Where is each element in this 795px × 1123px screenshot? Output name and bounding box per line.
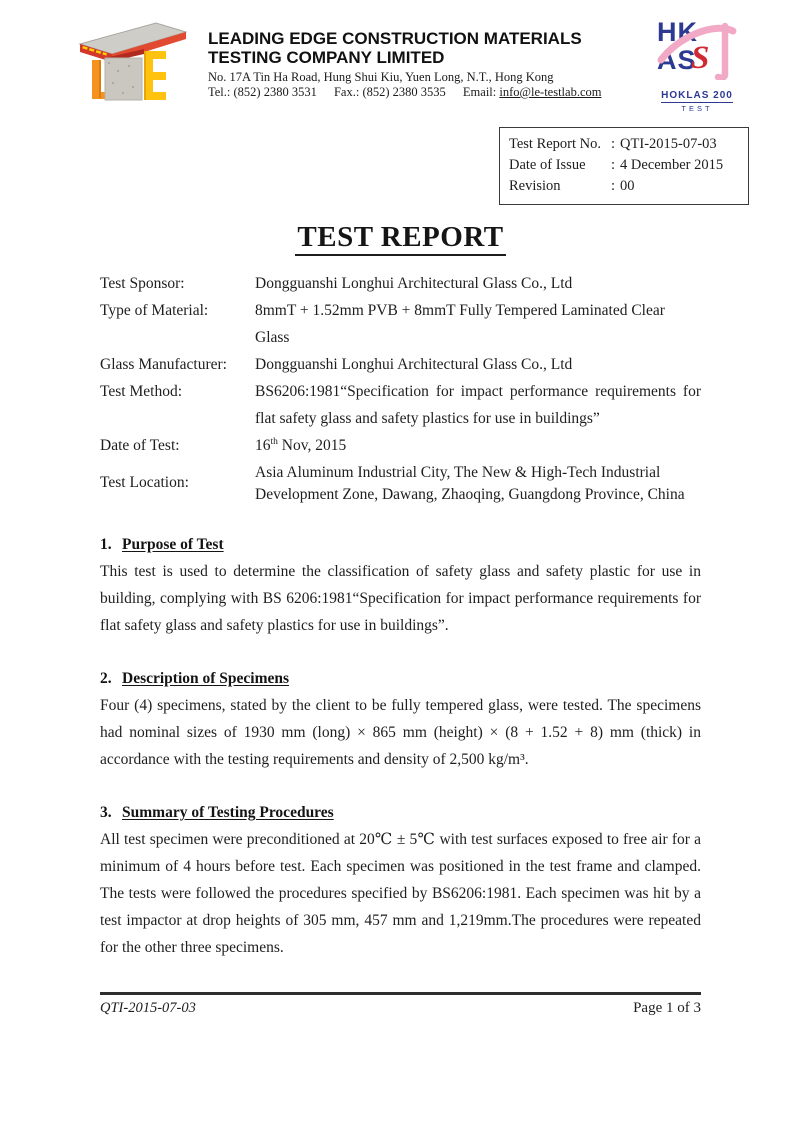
hkas-letters-bottom: AS	[657, 45, 697, 75]
section-number: 3.	[100, 804, 112, 821]
material-type-row	[100, 297, 701, 351]
report-number-row	[509, 134, 739, 155]
section-description-of-specimens	[100, 665, 701, 773]
report-info-box	[499, 127, 749, 205]
section-paragraph: Four (4) specimens, stated by the client to be fully tempered glass, were tested. The specimens had nominal sizes of 1930 mm (long) × 865 mm (height) × (8 + 1.52 + 8) mm (thick) in accordance with the testing requirements and density of 2,500 kg/m³.	[100, 697, 701, 768]
le-logo-icon	[72, 18, 194, 110]
hkas-letters-top: HK	[657, 17, 698, 47]
company-name-line2: TESTING COMPANY LIMITED	[208, 47, 445, 67]
test-method-value: BS6206:1981“Specification for impact performance requirements for flat safety glass and safety plastics for use in buildings”	[255, 383, 701, 427]
hkas-accreditation-logo	[638, 14, 756, 113]
section-paragraph: This test is used to determine the classification of safety glass and safety plastic for use in building, complying with BS 6206:1981“Specification for impact performance requirements for flat safety glass and safety plastics for use in buildings”.	[100, 563, 701, 634]
tel-number: Tel.: (852) 2380 3531	[208, 85, 317, 99]
fax-number: Fax.: (852) 2380 3535	[333, 85, 446, 99]
section-heading	[100, 665, 701, 692]
material-type-value: 8mmT + 1.52mm PVB + 8mmT Fully Tempered Laminated Clear Glass	[255, 302, 665, 346]
section-paragraph: All test specimen were preconditioned at 20℃ ± 5℃ with test surfaces exposed to free air for a minimum of 4 hours before test. Each specimen was positioned in the test frame and clamped. The tests were followed the procedures specified by BS6206:1981. Each specimen was hit by a test impactor at drop heights of 305 mm, 457 mm and 1,219mm.The procedures were repeated for the other three specimens.	[100, 831, 701, 956]
glass-manufacturer-label: Glass Manufacturer:	[100, 356, 227, 373]
revision-value: 00	[620, 178, 635, 194]
letterhead	[208, 30, 628, 100]
glass-manufacturer-value: Dongguanshi Longhui Architectural Glass Co., Ltd	[255, 356, 573, 373]
section-title: Purpose of Test	[122, 536, 224, 553]
test-details-list	[100, 270, 701, 505]
document-body	[100, 219, 701, 961]
section-heading	[100, 799, 701, 826]
test-method-label: Test Method:	[100, 383, 183, 400]
section-number: 2.	[100, 670, 112, 687]
glass-manufacturer-row	[100, 351, 701, 378]
section-summary-of-testing-procedures	[100, 799, 701, 961]
ordinal-suffix: th	[270, 436, 278, 447]
test-sponsor-label: Test Sponsor:	[100, 275, 185, 292]
section-title: Summary of Testing Procedures	[122, 804, 334, 821]
section-heading	[100, 531, 701, 558]
page-footer	[100, 992, 701, 1017]
section-number: 1.	[100, 536, 112, 553]
footer-divider	[100, 992, 701, 995]
report-number-value: QTI-2015-07-03	[620, 136, 717, 152]
company-building-logo-icon	[72, 18, 194, 110]
test-sponsor-value: Dongguanshi Longhui Architectural Glass Co., Ltd	[255, 275, 573, 292]
section-title: Description of Specimens	[122, 670, 290, 687]
test-location-row	[100, 459, 701, 505]
hkas-ribbon-letter: S	[691, 40, 710, 76]
revision-row	[509, 176, 739, 197]
report-number-label: Test Report No.	[509, 136, 602, 152]
company-name-line1: LEADING EDGE CONSTRUCTION MATERIALS	[208, 29, 582, 48]
date-of-test-row	[100, 432, 701, 459]
email-address: info@le-testlab.com	[499, 85, 602, 99]
date-of-issue-row	[509, 155, 739, 176]
email-label: Email:	[462, 85, 497, 99]
test-location-value: Asia Aluminum Industrial City, The New & High-Tech Industrial Development Zone, Dawang, Zhaoqing, Guangdong Province, China	[255, 464, 685, 503]
test-sponsor-row	[100, 270, 701, 297]
separator: :	[611, 157, 616, 173]
date-of-issue-value: 4 December 2015	[620, 157, 724, 173]
material-type-label: Type of Material:	[100, 302, 209, 319]
hoklas-scheme-label: HOKLAS 200	[661, 90, 733, 101]
hkas-mark-icon	[641, 14, 753, 80]
company-address: No. 17A Tin Ha Road, Hung Shui Kiu, Yuen Long, N.T., Hong Kong	[208, 70, 554, 84]
test-method-row	[100, 378, 701, 432]
company-contact-line	[208, 85, 628, 100]
footer-report-number: QTI-2015-07-03	[100, 1000, 196, 1016]
test-location-label: Test Location:	[100, 473, 189, 491]
separator: :	[611, 136, 616, 152]
date-of-test-label: Date of Test:	[100, 437, 180, 454]
separator: :	[611, 178, 616, 194]
page-indicator: Page 1 of 3	[633, 1000, 701, 1016]
date-of-test-value: 16th Nov, 2015	[255, 436, 347, 454]
revision-label: Revision	[509, 178, 561, 194]
date-of-issue-label: Date of Issue	[509, 157, 586, 173]
section-purpose-of-test	[100, 531, 701, 639]
page-title: TEST REPORT	[100, 219, 701, 255]
hoklas-test-label: TEST	[681, 104, 713, 113]
